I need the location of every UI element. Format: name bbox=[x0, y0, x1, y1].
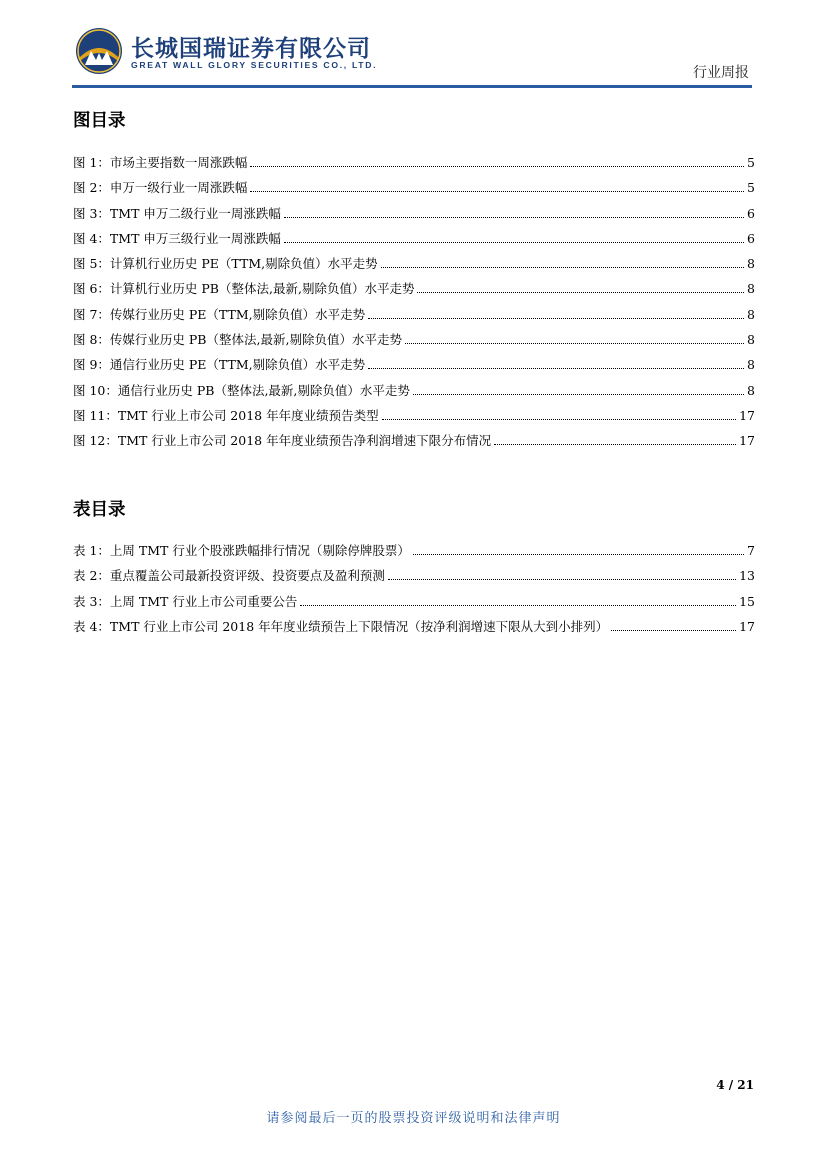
footer-disclaimer[interactable]: 请参阅最后一页的股票投资评级说明和法律声明 bbox=[266, 1111, 561, 1126]
toc-leader-dots bbox=[388, 569, 736, 580]
toc-entry[interactable] bbox=[73, 381, 755, 406]
page-number: 4 / 21 bbox=[716, 1078, 754, 1092]
toc-entry[interactable] bbox=[73, 153, 755, 178]
toc-entry-label: 图 7：传媒行业历史 PE（TTM,剔除负值）水平走势 bbox=[73, 306, 366, 322]
toc-entry-page: 6 bbox=[747, 205, 755, 221]
toc-leader-dots bbox=[494, 434, 736, 445]
toc-entry-label: 图 5：计算机行业历史 PE（TTM,剔除负值）水平走势 bbox=[73, 256, 378, 272]
toc-entry-label: 图 10：通信行业历史 PB（整体法,最新,剔除负值）水平走势 bbox=[73, 382, 410, 398]
toc-entry-page: 8 bbox=[747, 256, 755, 272]
toc-leader-dots bbox=[368, 358, 744, 369]
toc-entry-page: 8 bbox=[747, 357, 755, 373]
toc-leader-dots bbox=[417, 282, 744, 293]
toc-leader-dots bbox=[382, 409, 737, 420]
page-header bbox=[0, 0, 827, 90]
toc-entry-page: 13 bbox=[739, 568, 755, 584]
company-name-en: GREAT WALL GLORY SECURITIES CO., LTD. bbox=[131, 60, 378, 70]
toc-entry[interactable] bbox=[73, 406, 755, 431]
toc-entry-label: 表 3：上周 TMT 行业上市公司重要公告 bbox=[73, 593, 298, 609]
toc-leader-dots bbox=[300, 595, 736, 606]
toc-leader-dots bbox=[381, 257, 744, 268]
toc-entry-page: 15 bbox=[739, 593, 755, 609]
toc-entry-label: 图 11：TMT 行业上市公司 2018 年年度业绩预告类型 bbox=[73, 407, 379, 423]
toc-entry[interactable] bbox=[73, 431, 755, 456]
toc-entry[interactable] bbox=[73, 330, 755, 355]
header-divider bbox=[72, 85, 752, 88]
toc-entry[interactable] bbox=[73, 254, 755, 279]
toc-entry-page: 5 bbox=[747, 155, 755, 170]
toc-leader-dots bbox=[284, 232, 744, 243]
company-logo-icon bbox=[75, 27, 123, 75]
toc-leader-dots bbox=[250, 181, 744, 192]
toc-entry-page: 17 bbox=[739, 433, 755, 449]
toc-entry-label: 表 4：TMT 行业上市公司 2018 年年度业绩预告上下限情况（按净利润增速下限从大到小排列） bbox=[73, 618, 609, 634]
toc-entry-page: 6 bbox=[747, 230, 755, 246]
toc-entry-label: 图 12：TMT 行业上市公司 2018 年年度业绩预告净利润增速下限分布情况 bbox=[73, 433, 492, 449]
tables-toc-list bbox=[73, 541, 755, 642]
toc-entry-page: 17 bbox=[739, 407, 755, 423]
toc-entry-page: 7 bbox=[747, 543, 755, 558]
toc-entry[interactable] bbox=[73, 178, 755, 203]
toc-entry[interactable] bbox=[73, 592, 755, 617]
toc-entry-page: 8 bbox=[747, 281, 755, 297]
toc-entry-label: 图 6：计算机行业历史 PB（整体法,最新,剔除负值）水平走势 bbox=[73, 281, 415, 297]
toc-leader-dots bbox=[405, 333, 744, 344]
toc-entry[interactable] bbox=[73, 355, 755, 380]
toc-entry-page: 5 bbox=[747, 180, 755, 196]
toc-entry-label: 图 8：传媒行业历史 PB（整体法,最新,剔除负值）水平走势 bbox=[73, 332, 402, 348]
toc-entry-label: 图 2：申万一级行业一周涨跌幅 bbox=[73, 180, 248, 196]
toc-entry-label: 图 9：通信行业历史 PE（TTM,剔除负值）水平走势 bbox=[73, 357, 366, 373]
toc-leader-dots bbox=[611, 620, 736, 631]
toc-entry[interactable] bbox=[73, 305, 755, 330]
toc-entry[interactable] bbox=[73, 541, 755, 566]
toc-entry-page: 8 bbox=[747, 332, 755, 348]
toc-leader-dots bbox=[368, 308, 744, 319]
tables-toc-title: 表目录 bbox=[73, 500, 126, 520]
toc-leader-dots bbox=[413, 544, 744, 555]
toc-leader-dots bbox=[250, 156, 744, 167]
toc-entry-page: 8 bbox=[747, 382, 755, 398]
toc-leader-dots bbox=[284, 207, 744, 218]
toc-entry-page: 8 bbox=[747, 306, 755, 322]
toc-entry[interactable] bbox=[73, 229, 755, 254]
company-name-cn: 长城国瑞证券有限公司 bbox=[131, 36, 371, 62]
toc-entry-label: 图 1：市场主要指数一周涨跌幅 bbox=[73, 155, 248, 170]
report-type-label: 行业周报 bbox=[693, 65, 749, 81]
toc-entry[interactable] bbox=[73, 617, 755, 642]
toc-entry-label: 图 4：TMT 申万三级行业一周涨跌幅 bbox=[73, 230, 281, 246]
toc-entry-label: 图 3：TMT 申万二级行业一周涨跌幅 bbox=[73, 205, 281, 221]
figures-toc-list bbox=[73, 153, 755, 457]
toc-entry[interactable] bbox=[73, 204, 755, 229]
toc-entry[interactable] bbox=[73, 279, 755, 304]
figures-toc-title: 图目录 bbox=[73, 111, 126, 131]
toc-entry-page: 17 bbox=[739, 618, 755, 634]
toc-leader-dots bbox=[413, 384, 744, 395]
toc-entry-label: 表 1：上周 TMT 行业个股涨跌幅排行情况（剔除停牌股票） bbox=[73, 543, 410, 558]
toc-entry-label: 表 2：重点覆盖公司最新投资评级、投资要点及盈利预测 bbox=[73, 568, 385, 584]
toc-entry[interactable] bbox=[73, 566, 755, 591]
